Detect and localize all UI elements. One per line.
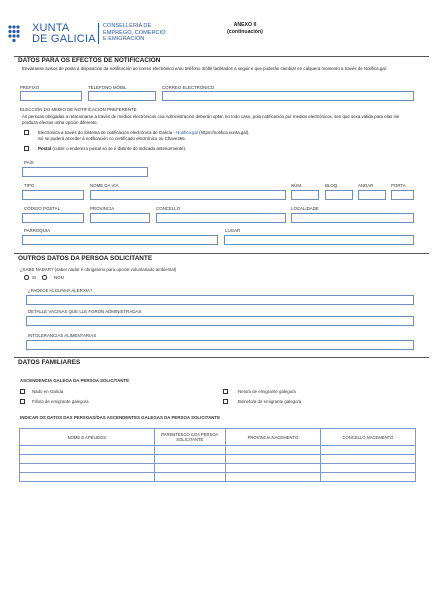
annex-title	[215, 22, 275, 36]
postal-checkbox[interactable]	[24, 146, 29, 151]
notification-section-title: DATOS PARA OS EFECTOS DE NOTIFICACIÓN	[18, 57, 161, 64]
num-field[interactable]	[291, 190, 319, 200]
electronic-option-url: (https://notifica.xunta.gal).	[199, 130, 250, 135]
province-cell[interactable]	[225, 473, 320, 482]
parish-field[interactable]	[22, 235, 218, 245]
postcode-field[interactable]	[22, 213, 84, 223]
prefix-label: PREFIXO	[20, 85, 40, 90]
logo-text	[32, 23, 96, 44]
council-cell[interactable]	[320, 446, 415, 455]
relationship-cell[interactable]	[154, 473, 225, 482]
door-field[interactable]	[391, 190, 414, 200]
column-header: PROVINCIA NACEMENTO	[225, 429, 320, 446]
electronic-option-note: Só se poderá acceder á notificación co certificado electrónico ou Chave365.	[38, 135, 186, 141]
name-cell[interactable]	[20, 446, 155, 455]
postal-option-label: Postal	[38, 146, 52, 151]
locality-field[interactable]	[291, 213, 414, 223]
department-name	[103, 23, 165, 43]
dept-line-2: EMPREGO, COMERCIO	[103, 29, 166, 36]
born-galicia-label: Nado en Galicia	[32, 389, 64, 394]
swim-no-radio[interactable]	[42, 275, 47, 280]
table-row	[20, 464, 416, 473]
country-label: PAÍS	[24, 160, 34, 165]
council-field[interactable]	[156, 213, 286, 223]
allergy-label: ¿PADECE ALGUNHA ALERXIA?	[28, 288, 93, 293]
vaccines-label: DETALLE VACINAS QUE LLE FORON ADMINISTRADAS	[28, 309, 142, 314]
name-cell[interactable]	[20, 455, 155, 464]
postal-option	[38, 146, 186, 152]
dept-line-3: E EMIGRACIÓN	[103, 36, 145, 43]
logo-line-2: DE GALICIA	[32, 32, 96, 45]
province-label: PROVINCIA	[90, 206, 115, 211]
annex-sub: (continuación)	[227, 29, 263, 35]
vaccines-field[interactable]	[26, 316, 414, 326]
email-label: CORREO ELECTRÓNICO	[162, 85, 215, 90]
relationship-cell[interactable]	[154, 455, 225, 464]
electronic-option-text: Electrónica a través do Sistema de notificación electrónica de Galicia -	[38, 130, 175, 135]
type-field[interactable]	[22, 190, 84, 200]
name-cell[interactable]	[20, 473, 155, 482]
num-label: NÚM.	[291, 183, 303, 188]
xunta-emblem-icon	[6, 24, 22, 44]
grandchild-emigrant-checkbox[interactable]	[223, 389, 228, 394]
annex-label: ANEXO II	[233, 22, 257, 28]
logo-line-1: XUNTA	[32, 22, 70, 34]
ancestors-table-title: INDICAR OS DATOS DAS PERSOAS/DAS ASCENDENTES GALEGAS DA PERSOA SOLICITANTE	[20, 415, 221, 420]
province-cell[interactable]	[225, 446, 320, 455]
column-header: NOME E APELIDOS	[20, 429, 155, 446]
council-cell[interactable]	[320, 473, 415, 482]
section-rule	[14, 253, 429, 254]
ancestors-table	[19, 428, 416, 482]
intolerance-label: INTOLERANCIAS ALIMENTARIAS	[28, 333, 97, 338]
ancestry-title: ASCENDENCIA GALEGA DA PERSOA SOLICITANTE	[20, 378, 130, 383]
council-cell[interactable]	[320, 464, 415, 473]
notification-intro: Enviaranse avisos de posta á disposición da notificación ao correo electrónico e/ou teléfono móbil facilitados a seguir e que poderán cambiar en calquera momento a través de Notifica.gal:	[22, 66, 387, 71]
swim-yes-radio[interactable]	[24, 275, 29, 280]
relationship-cell[interactable]	[154, 446, 225, 455]
column-header: CONCELLO NACEMENTO	[320, 429, 415, 446]
postal-option-note: (cubrir o enderezo postal só se é distinto do indicado anteriormente).	[52, 146, 187, 151]
logo-divider	[98, 23, 99, 44]
prefix-field[interactable]	[20, 91, 82, 101]
intolerance-field[interactable]	[26, 340, 414, 350]
swim-yes-label: SI	[32, 275, 37, 280]
parish-label: PARROQUIA	[24, 228, 51, 233]
child-emigrant-label: Fillo/a de emigrante galego/a	[32, 399, 89, 404]
relationship-cell[interactable]	[154, 464, 225, 473]
swim-no-label: NON	[54, 275, 64, 280]
allergy-field[interactable]	[26, 295, 414, 305]
notification-choice-title: ELECCIÓN DO MEDIO DE NOTIFICACIÓN PREFERENTE	[20, 107, 137, 112]
other-data-section-title: OUTROS DATOS DA PERSOA SOLICITANTE	[18, 255, 153, 262]
table-header-row	[20, 429, 416, 446]
electronic-option	[38, 130, 398, 141]
floor-label: ANDAR	[358, 183, 374, 188]
xunta-logo	[6, 24, 22, 44]
born-galicia-checkbox[interactable]	[20, 389, 25, 394]
province-cell[interactable]	[225, 464, 320, 473]
province-cell[interactable]	[225, 455, 320, 464]
locality-label: LOCALIDADE	[291, 206, 319, 211]
table-row	[20, 455, 416, 464]
council-label: CONCELLO	[156, 206, 181, 211]
mobile-label: TELÉFONO MÓBIL	[88, 85, 127, 90]
child-emigrant-checkbox[interactable]	[20, 399, 25, 404]
section-rule	[14, 357, 429, 358]
great-grandchild-emigrant-label: Bisneto/a de emigrante galego/a	[238, 399, 302, 404]
door-label: PORTA	[391, 183, 406, 188]
province-field[interactable]	[90, 213, 150, 223]
great-grandchild-emigrant-checkbox[interactable]	[223, 399, 228, 404]
electronic-checkbox[interactable]	[24, 130, 29, 135]
street-field[interactable]	[90, 190, 286, 200]
postcode-label: CÓDIGO POSTAL	[24, 206, 61, 211]
name-cell[interactable]	[20, 464, 155, 473]
floor-field[interactable]	[358, 190, 386, 200]
notification-choice-intro: As persoas obrigadas a relacionarse a través de medios electrónicos coa Administración deberán optar, en todo caso, pola notificación por medios electrónicos, sen que sexa válida para elas nin produza efectos unha opción diferente.	[22, 114, 400, 125]
street-label: NOME DA VÍA	[90, 183, 119, 188]
dept-line-1: CONSELLERÍA DE	[103, 23, 152, 29]
place-field[interactable]	[224, 235, 414, 245]
column-header: PARENTESCO COA PERSOA SOLICITANTE	[154, 429, 225, 446]
table-row	[20, 473, 416, 482]
mobile-field[interactable]	[88, 91, 156, 101]
type-label: TIPO	[24, 183, 35, 188]
council-cell[interactable]	[320, 455, 415, 464]
notifica-link[interactable]: Notifica.gal	[176, 130, 198, 135]
grandchild-emigrant-label: Neto/a de emigrante galego/a	[238, 389, 296, 394]
block-label: BLOQ.	[325, 183, 339, 188]
place-label: LUGAR	[225, 228, 241, 233]
block-field[interactable]	[325, 190, 353, 200]
email-field[interactable]	[162, 91, 414, 101]
table-row	[20, 446, 416, 455]
swim-question: ¿SABE NADAR? (saber nadar é obrigatorio para opción voluntariado ambiental)	[20, 267, 177, 272]
family-section-title: DATOS FAMILIARES	[18, 359, 81, 366]
country-field[interactable]	[22, 167, 148, 177]
